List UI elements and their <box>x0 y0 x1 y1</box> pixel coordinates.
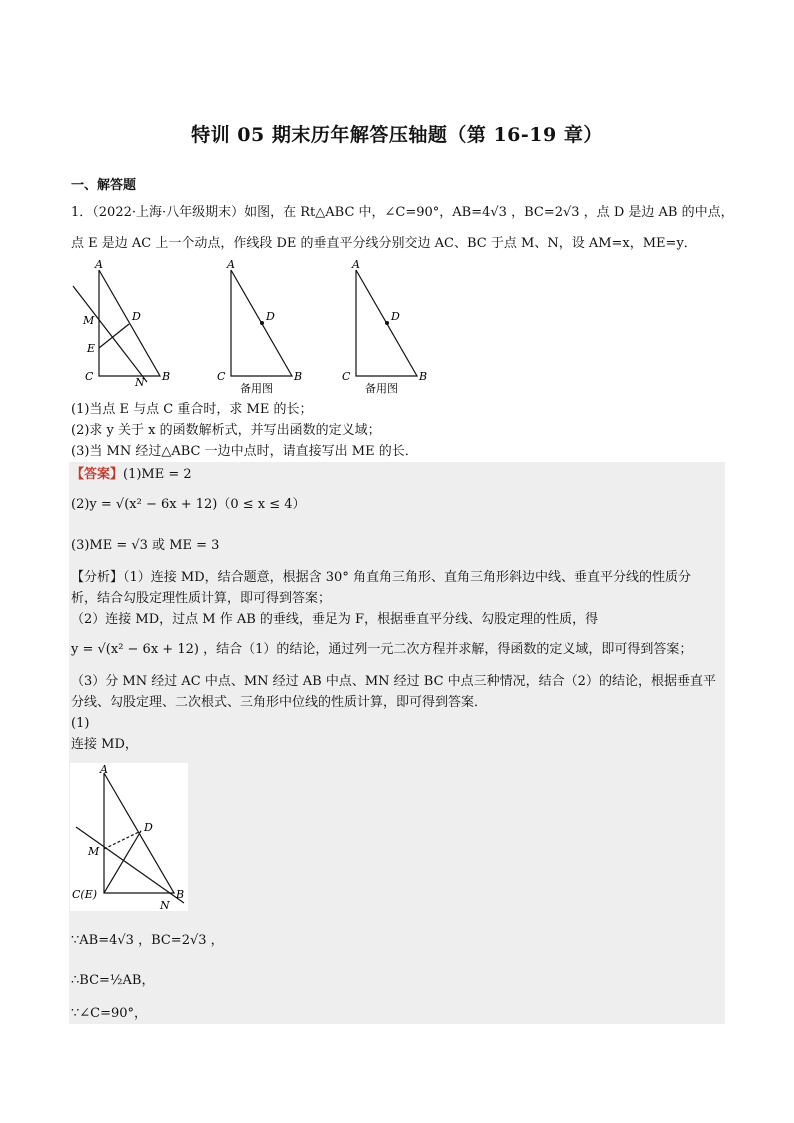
solution-step-4: ∵∠C=90°， <box>71 1006 148 1021</box>
label-D: D <box>266 310 275 323</box>
question-3: (3)当 MN 经过△ABC 一边中点时，请直接写出 ME 的长． <box>71 444 418 459</box>
label-E: E <box>87 342 96 355</box>
spare-figure-2 <box>337 258 437 394</box>
main-figure <box>65 258 185 388</box>
analysis-tag: 【分析】 <box>71 570 124 585</box>
label-B: B <box>294 370 303 383</box>
solution-step-1: 连接 MD， <box>71 737 138 752</box>
label-A: A <box>227 258 235 271</box>
analysis-line-1: 【分析】（1）连接 MD，结合题意，根据含 30° 角直角三角形、直角三角形斜边中线、垂直平分线的性质分 <box>71 570 691 585</box>
answer-3: (3)ME = √3 或 ME = 3 <box>71 538 220 553</box>
caption-spare: 备用图 <box>365 382 398 394</box>
answer-tag: 【答案】 <box>71 467 124 482</box>
solution-step-2: ∵AB=4√3 ，BC=2√3 ， <box>71 933 224 948</box>
section-heading: 一、解答题 <box>71 178 137 193</box>
label-B: B <box>176 888 185 901</box>
label-C: C <box>217 370 226 383</box>
label-M: M <box>83 314 95 327</box>
answer-1: (1)ME = 2 <box>123 467 192 482</box>
label-CE: C(E) <box>72 888 98 901</box>
solution-step-3: ∴BC=½AB， <box>71 973 155 988</box>
page-title: 特训 05 期末历年解答压轴题（第 16-19 章） <box>191 124 603 146</box>
question-2: (2)求 y 关于 x 的函数解析式，并写出函数的定义域； <box>71 423 381 438</box>
solution-part: (1) <box>71 716 90 731</box>
answer-2: (2)y = √(x² − 6x + 12)（0 ≤ x ≤ 4） <box>71 497 306 512</box>
analysis-line-3: （2）连接 MD，过点 M 作 AB 的垂线，垂足为 F，根据垂直平分线、勾股定理的性质，得 <box>71 612 599 627</box>
label-D: D <box>391 310 400 323</box>
analysis-line-4: y = √(x² − 6x + 12) ，结合（1）的结论，通过列一元二次方程并求解，得函数的定义域，即可得到答案； <box>71 642 693 657</box>
label-B: B <box>162 370 171 383</box>
label-C: C <box>342 370 351 383</box>
label-M: M <box>88 845 100 858</box>
label-C: C <box>85 370 94 383</box>
analysis-line-6: 分线、勾股定理、二次根式、三角形中位线的性质计算，即可得到答案． <box>71 695 488 710</box>
problem-line-1: 1．（2022·上海·八年级期末）如图，在 Rt△ABC 中，∠C=90°，AB=4√3 ，BC=2√3 ，点 D 是边 AB 的中点， <box>71 205 734 220</box>
label-B: B <box>419 370 428 383</box>
label-D: D <box>132 310 141 323</box>
analysis-line-5: （3）分 MN 经过 AC 中点、MN 经过 AB 中点、MN 经过 BC 中点三种情况，结合（2）的结论，根据垂直平 <box>71 674 716 689</box>
label-A: A <box>100 763 108 776</box>
label-D: D <box>144 821 153 834</box>
label-A: A <box>352 258 360 271</box>
answer-line-1 <box>71 466 192 484</box>
solution-figure <box>70 763 188 911</box>
spare-figure-1 <box>212 258 312 394</box>
label-A: A <box>95 258 103 271</box>
label-N: N <box>135 376 145 388</box>
label-N: N <box>160 899 170 911</box>
analysis-line-2: 析，结合勾股定理性质计算，即可得到答案； <box>71 591 332 606</box>
problem-line-2: 点 E 是边 AC 上一个动点，作线段 DE 的垂直平分线分别交边 AC、BC 于点 M、N，设 AM=x，ME=y． <box>71 236 697 251</box>
question-1: (1)当点 E 与点 C 重合时，求 ME 的长； <box>71 402 313 417</box>
caption-spare: 备用图 <box>240 382 273 394</box>
